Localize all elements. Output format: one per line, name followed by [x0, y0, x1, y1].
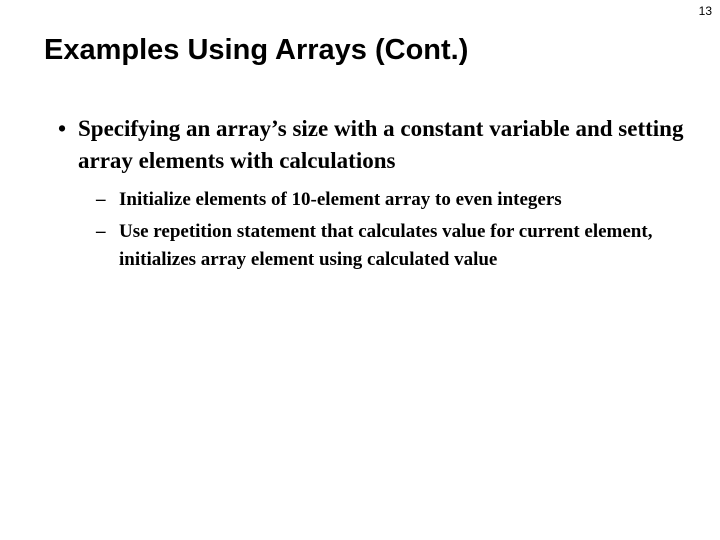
bullet-item	[58, 113, 698, 177]
sub-bullet-item	[96, 186, 696, 214]
sub-bullet-item	[96, 218, 696, 274]
sub-bullet-marker: –	[96, 189, 106, 210]
sub-bullet-marker: –	[96, 221, 106, 242]
bullet-marker: •	[58, 116, 67, 141]
sub-bullet-text: Initialize elements of 10-element array to even integers	[119, 189, 562, 210]
slide-title: Examples Using Arrays (Cont.)	[44, 34, 469, 66]
sub-bullet-text: Use repetition statement that calculates value for current element, initializes array element using calculated value	[119, 221, 653, 270]
slide-number: 13	[698, 4, 712, 18]
bullet-text: Specifying an array’s size with a constant variable and setting array elements with calculations	[78, 116, 684, 173]
